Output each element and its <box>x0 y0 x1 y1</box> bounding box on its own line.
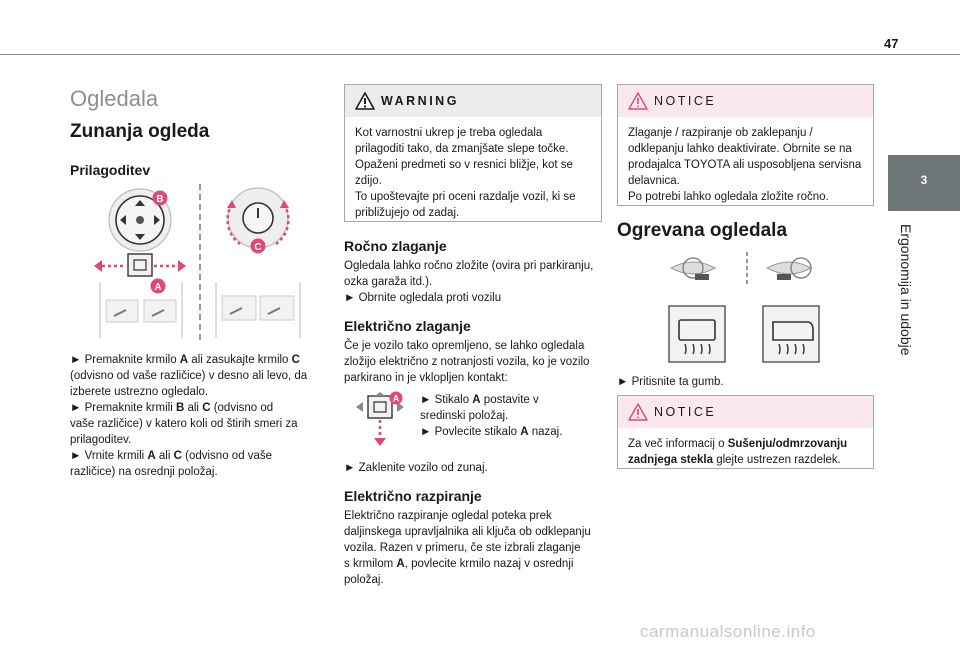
text-line: različice) na osrednji položaj. <box>70 466 218 478</box>
notice-box-folding: NOTICE Zlaganje / razpiranje ob zaklepanju / odklepanju lahko deaktivirate. Obrnite se na prodajalca TOYOTA ali usposobljena servisna delavnica. Po potrebi lahko ogledala zložite ročno. <box>617 84 874 206</box>
page-number: 47 <box>884 36 899 51</box>
electric-fold-heading: Električno zlaganje <box>344 318 471 334</box>
lock-instruction: ► Zaklenite vozilo od zunaj. <box>344 462 488 474</box>
chapter-label: Ergonomija in udobje <box>898 224 914 356</box>
electric-unfold-text <box>344 508 600 588</box>
fold-switch-instructions <box>420 392 600 440</box>
chapter-number: 3 <box>920 173 928 187</box>
text-line: zadnjega stekla glejte ustrezen razdelek. <box>628 454 841 466</box>
warning-title: WARNING <box>381 94 459 108</box>
adjust-instructions <box>70 352 330 480</box>
chapter-tab[interactable] <box>888 155 960 211</box>
header-rule <box>0 54 960 55</box>
heated-mirrors-heading: Ogrevana ogledala <box>617 220 788 241</box>
press-button-instruction: ► Pritisnite ta gumb. <box>617 376 724 388</box>
notice-triangle-icon <box>628 403 648 421</box>
watermark: carmanualsonline.info <box>640 622 816 641</box>
fold-switch-illustration <box>352 390 410 448</box>
text-line: s krmilom A, povlecite krmilo nazaj v osrednji <box>344 558 574 570</box>
manual-fold-text: Ogledala lahko ročno zložite (ovira pri parkiranju, ozka garaža itd.). ► Obrnite ogledala proti vozilu <box>344 260 594 304</box>
heated-mirror-buttons-illustration <box>665 250 830 370</box>
label-c: C <box>254 242 262 253</box>
electric-unfold-heading: Električno razpiranje <box>344 488 482 504</box>
text-line: (odvisno od vaše različice) v desno ali levo, da <box>70 370 308 382</box>
text-line: Za več informacij o Sušenju/odmrzovanju <box>628 438 848 450</box>
text-line: izberete ustrezno ogledalo. <box>70 386 209 398</box>
text-line: ► Povlecite stikalo A nazaj. <box>420 426 563 438</box>
text-line: ► Premaknite krmilo A ali zasukajte krmilo C <box>70 354 300 366</box>
warning-box: WARNING Kot varnostni ukrep je treba ogledala prilagoditi tako, da zmanjšate slepe točke. Opaženi predmeti so v resnici bližje, kot se zdijo. To upoštevajte pri oceni razdalje vozil, ki se približujejo od zadaj. <box>344 84 602 222</box>
mirror-control-illustration <box>92 182 310 342</box>
text-line: vaše različice) v katero koli od štirih smeri za <box>70 418 298 430</box>
label-a-fold: A <box>392 393 400 404</box>
section-title: Zunanja ogleda <box>70 121 210 142</box>
text-line: prilagoditev. <box>70 434 132 446</box>
text-line: ► Vrnite krmili A ali C (odvisno od vaše <box>70 450 273 462</box>
text-line: vozila. Razen v primeru, če ste izbrali zlaganje <box>344 542 581 554</box>
electric-fold-text: Če je vozilo tako opremljeno, se lahko ogledala zložijo električno z notranjosti vozila, ko je vozilo parkirano in je vklopljen kontakt: <box>344 340 590 384</box>
page-title: Ogledala <box>70 86 159 111</box>
text-line: sredinski položaj. <box>420 410 509 422</box>
text-line: ► Premaknite krmili B ali C (odvisno od <box>70 402 274 414</box>
notice-title-2: NOTICE <box>654 405 717 419</box>
text-line: daljinskega upravljalnika ali ključa ob odklepanju <box>344 526 591 538</box>
text-line: položaj. <box>344 574 384 586</box>
label-a: A <box>154 282 162 293</box>
text-line: Električno razpiranje ogledal poteka prek <box>344 510 552 522</box>
text-line: ► Stikalo A postavite v <box>420 394 539 406</box>
warning-triangle-icon <box>355 92 375 110</box>
notice-box-defrost <box>617 395 874 469</box>
manual-fold-heading: Ročno zlaganje <box>344 238 447 254</box>
notice-title-1: NOTICE <box>654 94 717 108</box>
label-b: B <box>156 194 164 205</box>
notice-triangle-icon <box>628 92 648 110</box>
subsection-title: Prilagoditev <box>70 162 151 178</box>
